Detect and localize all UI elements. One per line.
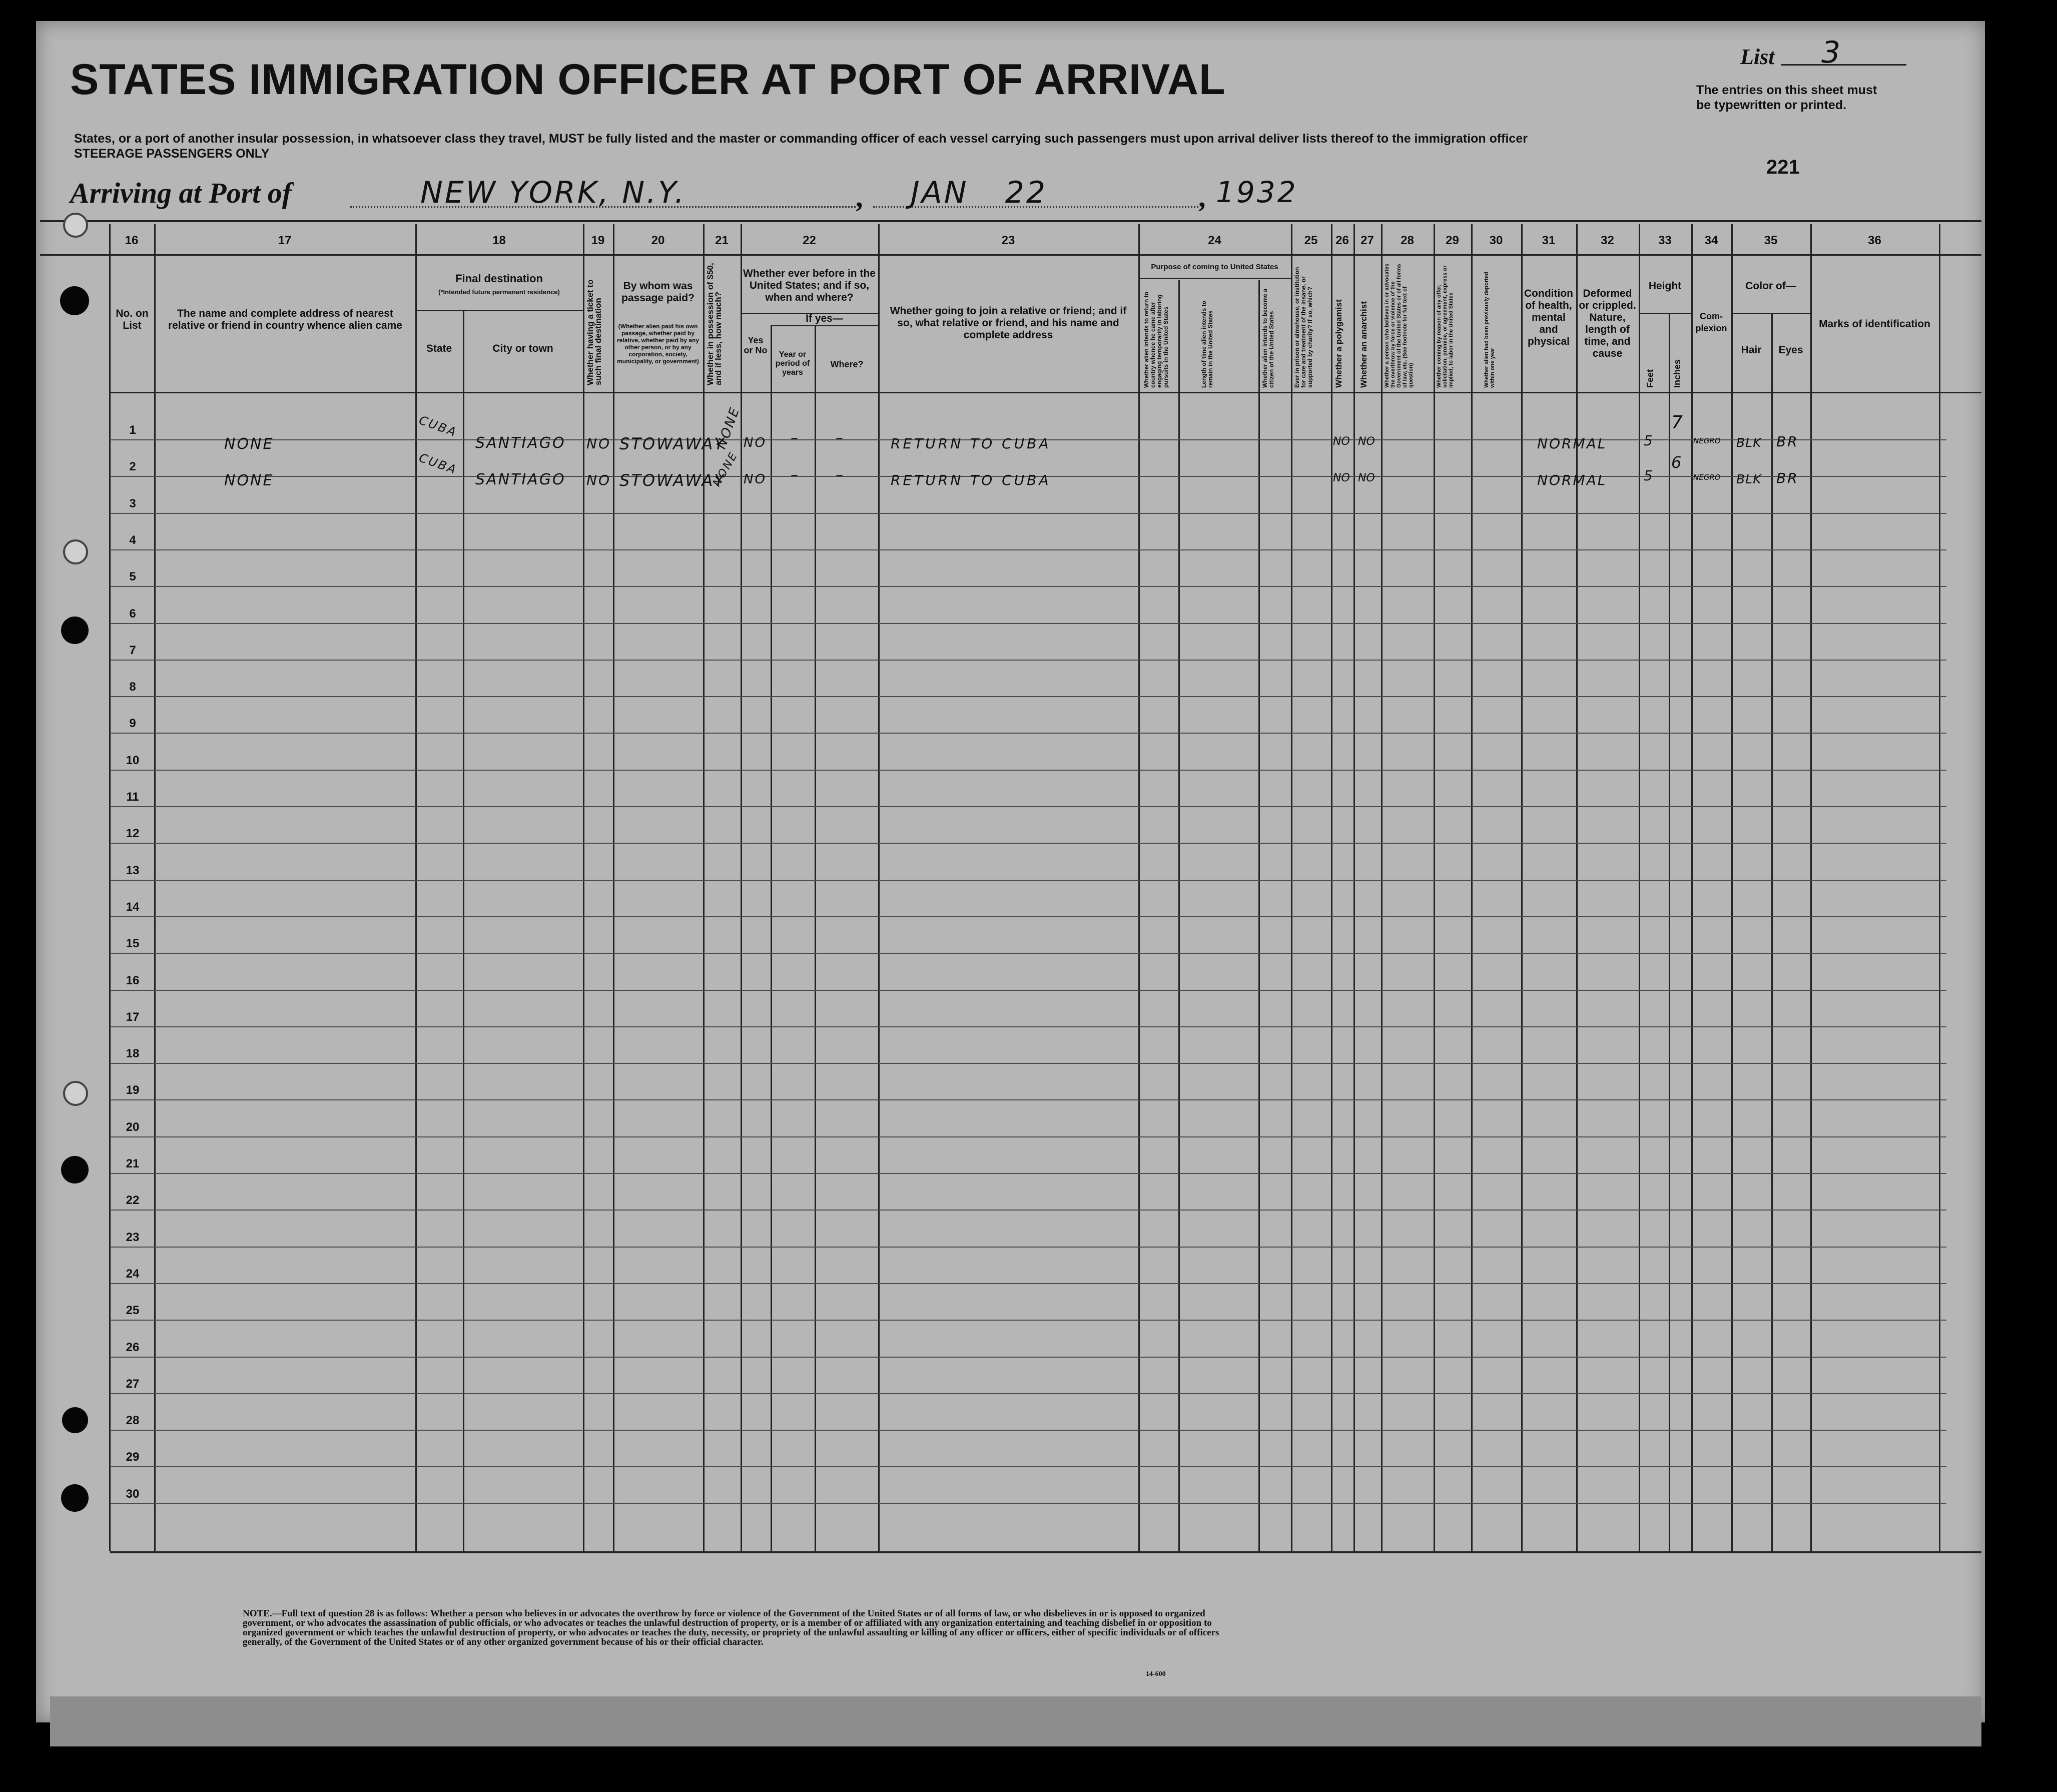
state-header: State	[426, 343, 452, 354]
year-value: 1932	[1216, 175, 1298, 209]
row-rule	[110, 1503, 1946, 1504]
form-code: 14-600	[1146, 1670, 1166, 1678]
instructions-line-2: STEERAGE PASSENGERS ONLY	[74, 147, 270, 161]
hair-header: Hair	[1741, 344, 1762, 356]
col-number: 18	[492, 234, 506, 247]
col-line	[1939, 224, 1940, 1551]
comma-2: ,	[1198, 181, 1206, 213]
col-number: 35	[1764, 234, 1778, 247]
before-value: NO	[744, 435, 767, 450]
col-number: 24	[1208, 234, 1221, 247]
row-number: 1	[129, 423, 136, 437]
before-value: NO	[744, 472, 767, 487]
col-line	[703, 224, 705, 1551]
col-number: 29	[1446, 234, 1459, 247]
col-number: 22	[803, 234, 816, 247]
row-number: 6	[129, 607, 136, 621]
joining-value: RETURN TO CUBA	[891, 472, 1051, 488]
eyes-header: Eyes	[1778, 344, 1803, 356]
inches-header: Inches	[1672, 359, 1682, 388]
deformed-header: Deformed or crippled. Nature, length of time, and cause	[1579, 288, 1636, 359]
row-number: 29	[126, 1450, 140, 1464]
row-number: 20	[126, 1120, 140, 1134]
arriving-label: Arriving at Port of	[70, 177, 292, 209]
col-line	[1771, 313, 1773, 1551]
row-rule	[110, 586, 1946, 587]
city-value: SANTIAGO	[475, 434, 566, 452]
sheet-number: 221	[1766, 156, 1800, 178]
row-number: 9	[129, 717, 136, 730]
row-rule	[110, 1320, 1946, 1321]
hair-value: BLK	[1736, 472, 1762, 486]
row-rule	[110, 1283, 1946, 1284]
row-rule	[110, 1136, 1946, 1137]
row-number: 10	[126, 754, 140, 767]
city-header: City or town	[492, 343, 553, 354]
col-line	[1381, 224, 1383, 1551]
row-number: 13	[126, 864, 140, 877]
col-line	[583, 224, 584, 1551]
row-number: 12	[126, 827, 140, 840]
state-value: CUBA	[417, 450, 459, 477]
row-number: 18	[126, 1047, 140, 1060]
height-header: Height	[1648, 280, 1682, 292]
relative-value: NONE	[224, 472, 274, 489]
where-value: –	[836, 466, 845, 484]
row-rule	[110, 880, 1946, 881]
col-line	[154, 224, 156, 1551]
punch-hole	[61, 617, 89, 644]
row-rule	[110, 843, 1946, 844]
condition-value: NORMAL	[1537, 435, 1607, 452]
date-value: JAN 22	[911, 175, 1048, 210]
col-number: 31	[1542, 234, 1556, 247]
col-line	[1258, 280, 1260, 1551]
polygamist-value: NO	[1333, 472, 1350, 484]
complexion-value: NEGRO	[1693, 473, 1721, 482]
col-line	[1639, 224, 1640, 1551]
no-on-list-header: No. on List	[116, 308, 149, 331]
col-line	[878, 224, 880, 1551]
column-number-rule	[40, 254, 1981, 256]
col-line	[1691, 224, 1693, 1551]
row-rule	[110, 513, 1946, 514]
col-number: 32	[1601, 234, 1614, 247]
col-number: 17	[278, 234, 292, 247]
inches-value: 7	[1671, 412, 1684, 433]
col-line	[815, 325, 816, 1551]
row-number: 30	[126, 1487, 140, 1501]
feet-header: Feet	[1645, 369, 1655, 388]
passage-note: (Whether alien paid his own passage, whether paid by relative, whether paid by any other person, or by any corporation, society, municipality, or government)	[616, 323, 700, 365]
row-rule	[110, 1063, 1946, 1064]
dest-rule	[415, 310, 583, 311]
col-number: 27	[1360, 234, 1374, 247]
col-line	[1331, 224, 1332, 1551]
col-line	[1353, 224, 1355, 1551]
row-number: 17	[126, 1010, 140, 1024]
page-title: STATES IMMIGRATION OFFICER AT PORT OF ARRIVAL	[70, 56, 1226, 104]
row-number: 5	[129, 570, 136, 583]
if-yes-header: If yes—	[806, 313, 843, 324]
final-destination-header: Final destination	[455, 272, 543, 285]
eyes-value: BR	[1776, 470, 1799, 486]
col-line	[463, 310, 464, 1551]
row-number: 26	[126, 1341, 140, 1354]
row-number: 4	[129, 533, 136, 547]
row-number: 22	[126, 1193, 140, 1207]
color-rule	[1731, 313, 1810, 314]
years-value: –	[791, 429, 800, 447]
passage-value: STOWAWAY	[619, 471, 726, 490]
underlying-page	[50, 1696, 1981, 1746]
col-line	[1471, 224, 1473, 1551]
relative-header: The name and complete address of nearest relative or friend in country whence alien came	[168, 308, 402, 331]
instructions	[74, 131, 1528, 161]
complexion-value: NEGRO	[1693, 436, 1721, 445]
row-number: 15	[126, 937, 140, 950]
year-period-header: Year or period of years	[775, 350, 810, 377]
anarchist-value: NO	[1358, 472, 1375, 484]
height-rule	[1639, 313, 1691, 314]
row-number: 28	[126, 1414, 140, 1427]
purpose-b-header: Length of time alien intends to remain in the United States	[1200, 301, 1214, 388]
col-line	[1669, 313, 1670, 1551]
condition-header: Condition of health, mental and physical	[1524, 288, 1573, 347]
table-top-rule	[40, 220, 1981, 222]
col-line	[771, 325, 772, 1551]
row-number: 2	[129, 460, 136, 473]
instructions-line-1: States, or a port of another insular possession, in whatsoever class they travel, MUST be fully listed and the master or commanding officer of each vessel carrying such passengers must upon arrival deliver lists thereof to the immigration officer	[74, 132, 1528, 146]
purpose-rule	[1138, 278, 1291, 279]
row-rule	[110, 916, 1946, 917]
punch-hole	[63, 213, 88, 238]
row-rule	[110, 990, 1946, 991]
condition-value: NORMAL	[1537, 472, 1607, 488]
polygamist-header: Whether a polygamist	[1334, 299, 1343, 388]
ticket-header: Whether having a ticket to such final destination	[585, 279, 603, 385]
punch-hole	[60, 286, 89, 315]
yes-no-header: Yes or No	[744, 335, 768, 355]
row-rule	[110, 1173, 1946, 1174]
col-number: 20	[651, 234, 665, 247]
col-number: 28	[1401, 234, 1414, 247]
punch-hole	[63, 539, 88, 564]
col-line	[1434, 224, 1435, 1551]
anarchist-value: NO	[1358, 435, 1375, 448]
prison-header: Ever in prison or almshouse, or institution for care and treatment of the insane, or supported by charity? If so, which?	[1293, 267, 1313, 388]
typewritten-note-line-1: The entries on this sheet must	[1696, 83, 1877, 97]
col-line	[741, 224, 742, 1551]
col-line	[1291, 224, 1292, 1551]
row-rule	[110, 623, 1946, 624]
row-number: 27	[126, 1377, 140, 1391]
money-value: NONE	[714, 404, 744, 451]
col-line	[1576, 224, 1578, 1551]
col-number: 34	[1704, 234, 1718, 247]
col-number: 26	[1335, 234, 1349, 247]
final-destination-note: (*Intended future permanent residence)	[438, 288, 560, 296]
row-number: 11	[126, 790, 139, 804]
polygamist-value: NO	[1333, 435, 1350, 448]
purpose-header: Purpose of coming to United States	[1151, 263, 1278, 271]
purpose-c-header: Whether alien intends to become a citizen of the United States	[1261, 288, 1275, 388]
col-line	[613, 224, 614, 1551]
row-number: 19	[126, 1083, 140, 1097]
row-rule	[110, 770, 1946, 771]
marks-header: Marks of identification	[1819, 318, 1930, 330]
punch-hole	[61, 1484, 89, 1512]
table-bottom-rule	[110, 1551, 1981, 1553]
typewritten-note	[1696, 83, 1877, 113]
col-line	[415, 224, 417, 1551]
col-number: 16	[125, 234, 139, 247]
joining-header: Whether going to join a relative or friend; and if so, what relative or friend, and his name and complete address	[890, 305, 1127, 341]
row-rule	[110, 660, 1946, 661]
comma-1: ,	[856, 181, 863, 213]
col-number: 25	[1304, 234, 1318, 247]
relative-value: NONE	[224, 435, 274, 453]
ticket-value: NO	[586, 435, 611, 452]
list-label: List	[1740, 45, 1775, 69]
color-of-header: Color of—	[1745, 280, 1796, 292]
complexion-header: Com-plexion	[1695, 311, 1727, 333]
list-number: 3	[1821, 35, 1841, 70]
list-underline	[1781, 64, 1906, 66]
where-value: –	[836, 429, 845, 447]
col-number: 21	[715, 234, 729, 247]
row-number: 8	[129, 680, 136, 694]
col-line	[1138, 224, 1140, 1551]
feet-value: 5	[1644, 432, 1654, 449]
row-rule	[110, 1393, 1946, 1394]
row-rule	[110, 1247, 1946, 1248]
feet-value: 5	[1644, 467, 1654, 484]
col-number: 33	[1658, 234, 1672, 247]
typewritten-note-line-2: be typewritten or printed.	[1696, 98, 1847, 112]
row-rule	[110, 696, 1946, 697]
years-value: –	[791, 466, 800, 484]
purpose-a-header: Whether alien intends to return to country whence he came after engaging temporarily in laboring pursuits in the United States	[1143, 291, 1169, 388]
city-value: SANTIAGO	[475, 471, 566, 488]
row-rule	[110, 1357, 1946, 1358]
row-rule	[110, 953, 1946, 954]
where-header: Where?	[830, 359, 864, 369]
col-line	[1521, 224, 1523, 1551]
row-number: 3	[129, 497, 136, 510]
passage-header: By whom was passage paid?	[621, 280, 695, 304]
money-value: NONE	[711, 449, 741, 489]
punch-hole	[63, 1081, 88, 1106]
row-number: 16	[126, 974, 140, 987]
col-number: 23	[1001, 234, 1015, 247]
row-number: 14	[126, 900, 140, 914]
row-number: 21	[126, 1157, 140, 1170]
row-rule	[110, 1099, 1946, 1100]
money-header: Whether in possession of $50, and if less, how much?	[706, 263, 723, 385]
joining-value: RETURN TO CUBA	[891, 435, 1051, 452]
row-number: 23	[126, 1231, 140, 1244]
col-number: 36	[1868, 234, 1881, 247]
punch-hole	[62, 1407, 88, 1433]
row-rule	[110, 733, 1946, 734]
col-line	[1178, 280, 1180, 1551]
row-rule	[110, 1466, 1946, 1467]
col-number: 19	[591, 234, 605, 247]
row-rule	[110, 1026, 1946, 1027]
q30-header: Whether alien had been previously deported within one year	[1484, 272, 1496, 388]
ifyes-rule	[771, 325, 878, 326]
punch-hole	[61, 1156, 89, 1183]
q28-header: Whether a person who believes in or advocates the overthrow by force or violence of the Government of the United States or of all forms of law, etc. (See footnote for full text of question)	[1384, 263, 1414, 388]
col-line	[1731, 224, 1733, 1551]
row-rule	[110, 549, 1946, 550]
state-value: CUBA	[417, 413, 459, 440]
row-rule	[110, 806, 1946, 807]
col-line	[1810, 224, 1812, 1551]
anarchist-header: Whether an anarchist	[1359, 301, 1368, 388]
row-number: 24	[126, 1267, 140, 1281]
ticket-value: NO	[586, 472, 611, 488]
row-number: 25	[126, 1304, 140, 1317]
inches-value: 6	[1671, 453, 1683, 472]
hair-value: BLK	[1736, 435, 1762, 450]
q29-header: Whether coming by reason of any offer, solicitation, promise, or agreement, express or implied, to labor in the United States	[1436, 265, 1454, 388]
col-line	[109, 224, 111, 1551]
passage-value: STOWAWAY	[619, 434, 726, 453]
before-header: Whether ever before in the United States; and if so, when and where?	[743, 268, 876, 303]
row-rule	[110, 1210, 1946, 1211]
row-rule	[110, 1430, 1946, 1431]
header-bottom-rule	[110, 392, 1981, 393]
port-value: NEW YORK, N.Y.	[420, 175, 687, 210]
col-number: 30	[1489, 234, 1503, 247]
footnote: NOTE.—Full text of question 28 is as follows: Whether a person who believes in or advocates the overthrow by force or violence of the Government of the United States or of all forms of law, or who disbelieves in or is opposed to organized government, or who advocates the assassination of public officials, or who advocates or teaches the unlawful destruction of property, or is a member of or affiliated with any organization entertaining and teaching disbelief in or opposition to organized government or which teaches the unlawful destruction of property, or who advocates or teaches the duty, necessity, or propriety of the unlawful assaulting or killing of any officer or officers, either of specific individuals or of officers generally, of the Government of the United States or of any other organized government because of his or their official character.	[243, 1608, 1219, 1647]
eyes-value: BR	[1776, 433, 1799, 450]
row-number: 7	[129, 644, 136, 657]
